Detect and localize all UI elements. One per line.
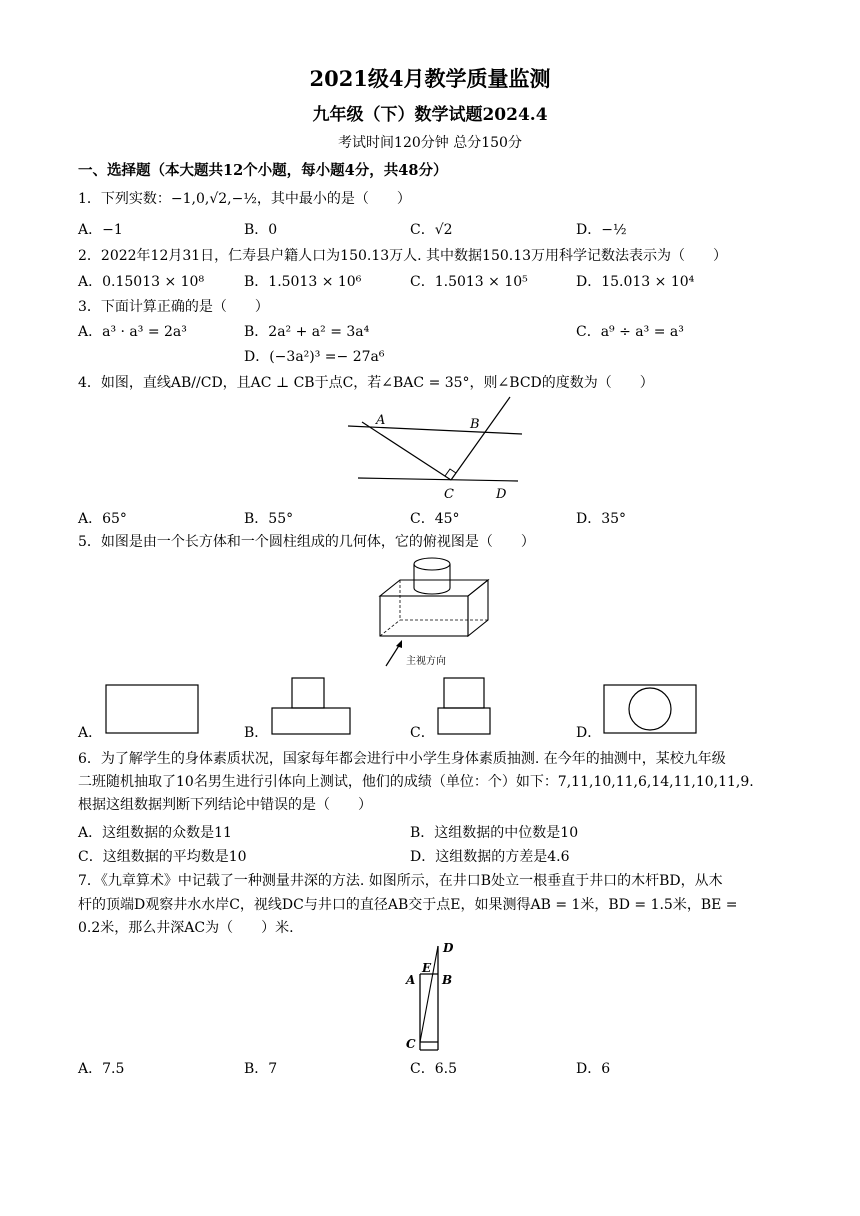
q1-option-b: B．0 bbox=[244, 222, 278, 238]
exam-subtitle: 九年级（下）数学试题2024.4 bbox=[312, 105, 548, 125]
question-3-stem: 3．下面计算正确的是（ ） bbox=[78, 299, 269, 315]
q7-label-d: D bbox=[443, 941, 454, 955]
section-heading: 一、选择题（本大题共12个小题，每小题4分，共48分） bbox=[78, 162, 448, 179]
q1-option-c: C．√2 bbox=[410, 222, 453, 238]
question-1-stem: 1．下列实数：−1,0,√2,−½，其中最小的是（ ） bbox=[78, 191, 411, 207]
q4-figure bbox=[340, 392, 530, 504]
q5-view-direction-label: 主视方向 bbox=[406, 656, 446, 667]
q5-option-a-figure bbox=[104, 683, 200, 737]
q5-option-c-figure bbox=[436, 676, 494, 738]
q5-option-d: D． bbox=[576, 725, 602, 741]
question-6-stem-line3: 根据这组数据判断下列结论中错误的是（ ） bbox=[78, 797, 372, 813]
q5-option-a: A． bbox=[78, 725, 103, 741]
q3-option-b: B．2a² + a² = 3a⁴ bbox=[244, 324, 370, 340]
q6-option-a: A．这组数据的众数是11 bbox=[78, 825, 232, 841]
q6-option-d: D．这组数据的方差是4.6 bbox=[410, 849, 570, 865]
q7-option-a: A．7.5 bbox=[78, 1061, 125, 1077]
q7-label-e: E bbox=[422, 961, 432, 975]
q7-well-figure bbox=[400, 938, 464, 1056]
q4-option-a: A．65° bbox=[78, 511, 127, 527]
q5-solid-figure bbox=[370, 552, 500, 670]
q3-option-d: D．(−3a²)³ =− 27a⁶ bbox=[244, 349, 385, 365]
q5-option-b-figure bbox=[270, 676, 354, 738]
q7-option-c: C．6.5 bbox=[410, 1061, 457, 1077]
question-6-stem-line1: 6．为了解学生的身体素质状况，国家每年都会进行中小学生身体素质抽测. 在今年的抽测中，某校九年级 bbox=[78, 751, 726, 767]
q2-option-a: A．0.15013 × 10⁸ bbox=[78, 274, 205, 290]
question-2-stem: 2．2022年12月31日，仁寿县户籍人口为150.13万人. 其中数据150.13万用科学记数法表示为（ ） bbox=[78, 248, 728, 264]
q6-option-c: C．这组数据的平均数是10 bbox=[78, 849, 247, 865]
q5-option-d-figure bbox=[602, 683, 698, 737]
question-5-stem: 5．如图是由一个长方体和一个圆柱组成的几何体，它的俯视图是（ ） bbox=[78, 534, 535, 550]
question-7-stem-line2: 杆的顶端D观察井水水岸C，视线DC与井口的直径AB交于点E，如果测得AB = 1米，BD = 1.5米，BE = bbox=[78, 897, 738, 913]
q7-label-c: C bbox=[406, 1037, 416, 1051]
q7-option-b: B．7 bbox=[244, 1061, 278, 1077]
q3-option-a: A．a³ · a³ = 2a³ bbox=[78, 324, 187, 340]
exam-info: 考试时间120分钟 总分150分 bbox=[338, 135, 522, 151]
q2-option-d: D．15.013 × 10⁴ bbox=[576, 274, 695, 290]
q7-label-b: B bbox=[442, 973, 453, 987]
question-4-stem: 4．如图，直线AB//CD，且AC ⊥ CB于点C，若∠BAC = 35°，则∠BCD的度数为（ ） bbox=[78, 375, 654, 391]
q7-option-d: D．6 bbox=[576, 1061, 611, 1077]
q3-option-c: C．a⁹ ÷ a³ = a³ bbox=[576, 324, 684, 340]
exam-title: 2021级4月教学质量监测 bbox=[309, 66, 551, 91]
q4-option-c: C．45° bbox=[410, 511, 460, 527]
q2-option-c: C．1.5013 × 10⁵ bbox=[410, 274, 528, 290]
q4-label-d: D bbox=[496, 487, 507, 502]
q5-option-b: B． bbox=[244, 725, 269, 741]
question-6-stem-line2: 二班随机抽取了10名男生进行引体向上测试，他们的成绩（单位：个）如下：7,11,10,11,6,14,11,10,11,9. bbox=[78, 774, 754, 790]
q1-option-a: A．−1 bbox=[78, 222, 123, 238]
q5-option-c: C． bbox=[410, 725, 435, 741]
question-7-stem-line3: 0.2米，那么井深AC为（ ）米. bbox=[78, 920, 294, 936]
q1-option-d: D．−½ bbox=[576, 222, 627, 238]
q6-option-b: B．这组数据的中位数是10 bbox=[410, 825, 579, 841]
q2-option-b: B．1.5013 × 10⁶ bbox=[244, 274, 362, 290]
q4-label-c: C bbox=[444, 487, 454, 502]
q7-label-a: A bbox=[406, 973, 416, 987]
question-7-stem-line1: 7．《九章算术》中记载了一种测量井深的方法. 如图所示，在井口B处立一根垂直于井口的木杆BD，从木 bbox=[78, 873, 723, 889]
q4-option-d: D．35° bbox=[576, 511, 627, 527]
q4-label-a: A bbox=[376, 413, 386, 428]
q4-label-b: B bbox=[470, 417, 480, 432]
q4-option-b: B．55° bbox=[244, 511, 294, 527]
